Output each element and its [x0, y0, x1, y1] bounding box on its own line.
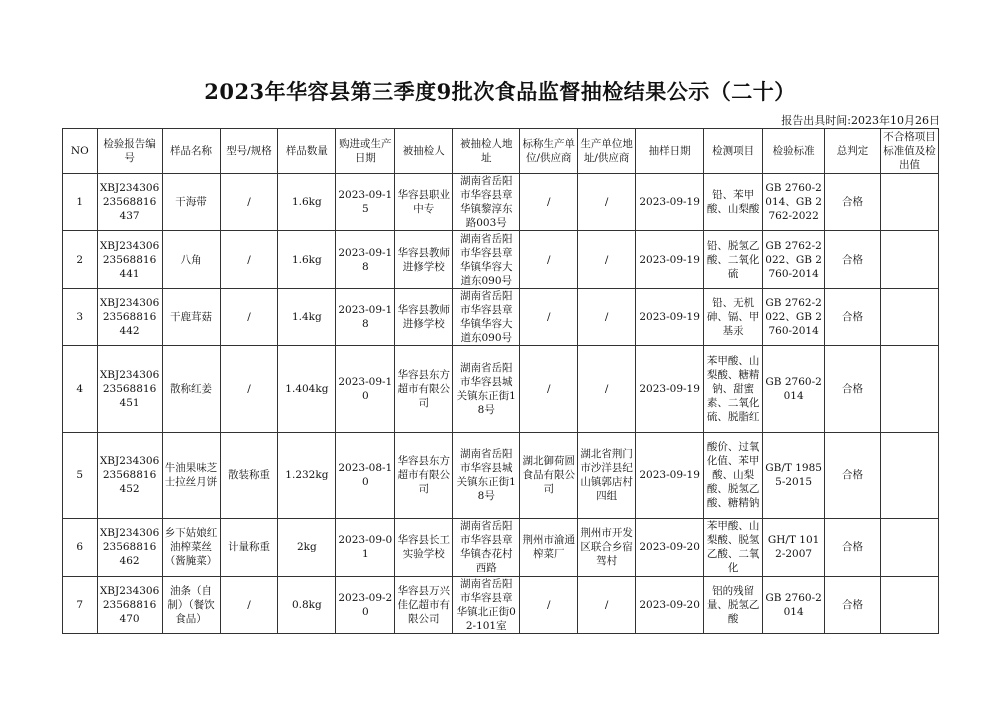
col-header-sampled-party: 被抽检人	[395, 129, 453, 174]
cell-manufacturer: /	[520, 288, 578, 345]
cell-quantity: 1.232kg	[278, 432, 336, 519]
cell-sampling-date: 2023-09-19	[636, 432, 704, 519]
cell-report-no: XBJ23430623568816442	[97, 288, 162, 345]
cell-verdict: 合格	[825, 231, 881, 288]
cell-test-items	[704, 346, 763, 433]
cell-sampled-party: 华容县万兴佳亿超市有限公司	[395, 576, 453, 633]
cell-spec: /	[220, 346, 278, 433]
cell-manufacturer-address: /	[578, 288, 636, 345]
cell-sampling-date: 2023-09-19	[636, 231, 704, 288]
cell-standard: GB 2760-2014、GB 2762-2022	[763, 174, 825, 231]
cell-spec: 计量称重	[220, 519, 278, 576]
cell-manufacturer: /	[520, 576, 578, 633]
cell-sample-name: 油条（自制）（餐饮食品）	[162, 576, 220, 633]
cell-sampled-address: 湖南省岳阳市华容县城关镇东正街18号	[453, 346, 520, 433]
cell-test-items	[704, 519, 763, 576]
test-items-text: 酸价、过氧化值、苯甲酸、山梨酸、脱氢乙酸、糖精钠	[706, 441, 760, 510]
test-items-text: 苯甲酸、山梨酸、糖精钠、甜蜜素、二氧化硫、脱脂红	[706, 354, 760, 423]
cell-no: 1	[63, 174, 98, 231]
cell-nonconforming	[881, 288, 939, 345]
cell-spec: /	[220, 288, 278, 345]
table-row	[63, 432, 939, 519]
cell-report-no: XBJ23430623568816451	[97, 346, 162, 433]
cell-production-date: 2023-09-20	[336, 576, 395, 633]
col-header-nonconforming: 不合格项目标准值及检出值	[881, 129, 939, 174]
cell-standard: GB 2760-2014	[763, 576, 825, 633]
col-header-sampled-address: 被抽检人地址	[453, 129, 520, 174]
cell-production-date: 2023-09-18	[336, 288, 395, 345]
cell-sampled-party: 华容县东方超市有限公司	[395, 432, 453, 519]
cell-quantity: 1.4kg	[278, 288, 336, 345]
cell-verdict: 合格	[825, 346, 881, 433]
cell-sampling-date: 2023-09-20	[636, 519, 704, 576]
cell-nonconforming	[881, 432, 939, 519]
cell-production-date: 2023-09-01	[336, 519, 395, 576]
cell-manufacturer-address: /	[578, 346, 636, 433]
cell-sample-name: 干海带	[162, 174, 220, 231]
col-header-production-date: 购进或生产日期	[336, 129, 395, 174]
cell-standard: GB 2762-2022、GB 2760-2014	[763, 288, 825, 345]
col-header-sampling-date: 抽样日期	[636, 129, 704, 174]
col-header-manufacturer: 标称生产单位/供应商	[520, 129, 578, 174]
cell-report-no: XBJ23430623568816441	[97, 231, 162, 288]
cell-test-items: 铅、无机砷、镉、甲基汞	[704, 288, 763, 345]
cell-manufacturer: /	[520, 174, 578, 231]
cell-no: 4	[63, 346, 98, 433]
header-row	[63, 129, 939, 174]
cell-nonconforming	[881, 346, 939, 433]
cell-manufacturer: 湖北御荷圆食品有限公司	[520, 432, 578, 519]
cell-sample-name: 乡下姑娘红油榨菜丝（酱腌菜）	[162, 519, 220, 576]
cell-manufacturer-address: /	[578, 231, 636, 288]
cell-sampled-party: 华容县长工实验学校	[395, 519, 453, 576]
cell-test-items: 铝的残留量、脱氢乙酸	[704, 576, 763, 633]
cell-sampled-address: 湖南省岳阳市华容县章华镇北正街02-101室	[453, 576, 520, 633]
cell-verdict: 合格	[825, 519, 881, 576]
table-row	[63, 519, 939, 576]
cell-manufacturer: /	[520, 346, 578, 433]
col-header-report-no: 检验报告编号	[97, 129, 162, 174]
cell-test-items: 铅、苯甲酸、山梨酸	[704, 174, 763, 231]
col-header-no: NO	[63, 129, 98, 174]
cell-nonconforming	[881, 231, 939, 288]
cell-quantity: 1.6kg	[278, 231, 336, 288]
cell-quantity: 0.8kg	[278, 576, 336, 633]
cell-spec: 散装称重	[220, 432, 278, 519]
table-row	[63, 346, 939, 433]
cell-sampled-address: 湖南省岳阳市华容县章华镇杏花村西路	[453, 519, 520, 576]
report-date: 报告出具时间:2023年10月26日	[781, 114, 940, 127]
col-header-verdict: 总判定	[825, 129, 881, 174]
cell-standard: GB/T 19855-2015	[763, 432, 825, 519]
cell-standard: GH/T 1012-2007	[763, 519, 825, 576]
cell-spec: /	[220, 174, 278, 231]
cell-manufacturer: 荆州市渝通榨菜厂	[520, 519, 578, 576]
cell-spec: /	[220, 231, 278, 288]
cell-production-date: 2023-08-10	[336, 432, 395, 519]
cell-sampled-address: 湖南省岳阳市华容县章华镇华容大道东090号	[453, 231, 520, 288]
cell-nonconforming	[881, 174, 939, 231]
cell-verdict: 合格	[825, 288, 881, 345]
cell-sample-name: 干鹿茸菇	[162, 288, 220, 345]
table-row	[63, 288, 939, 345]
cell-no: 7	[63, 576, 98, 633]
cell-production-date: 2023-09-15	[336, 174, 395, 231]
cell-sampled-address: 湖南省岳阳市华容县章华镇华容大道东090号	[453, 288, 520, 345]
cell-spec: /	[220, 576, 278, 633]
cell-manufacturer-address: 湖北省荆门市沙洋县纪山镇郭店村四组	[578, 432, 636, 519]
cell-sampled-address: 湖南省岳阳市华容县城关镇东正街18号	[453, 432, 520, 519]
col-header-manufacturer-address: 生产单位地址/供应商	[578, 129, 636, 174]
cell-sample-name: 八角	[162, 231, 220, 288]
cell-test-items	[704, 432, 763, 519]
cell-no: 6	[63, 519, 98, 576]
table-row	[63, 231, 939, 288]
col-header-quantity: 样品数量	[278, 129, 336, 174]
cell-sampling-date: 2023-09-19	[636, 174, 704, 231]
cell-manufacturer: /	[520, 231, 578, 288]
cell-no: 2	[63, 231, 98, 288]
cell-quantity: 1.6kg	[278, 174, 336, 231]
cell-verdict: 合格	[825, 576, 881, 633]
cell-sample-name: 散称红姜	[162, 346, 220, 433]
col-header-spec: 型号/规格	[220, 129, 278, 174]
cell-report-no: XBJ23430623568816470	[97, 576, 162, 633]
col-header-standard: 检验标准	[763, 129, 825, 174]
cell-verdict: 合格	[825, 432, 881, 519]
cell-sampled-party: 华容县教师进修学校	[395, 231, 453, 288]
cell-sampling-date: 2023-09-19	[636, 288, 704, 345]
cell-sample-name: 牛油果味芝士拉丝月饼	[162, 432, 220, 519]
cell-manufacturer-address: /	[578, 174, 636, 231]
cell-sampling-date: 2023-09-20	[636, 576, 704, 633]
cell-standard: GB 2762-2022、GB 2760-2014	[763, 231, 825, 288]
cell-production-date: 2023-09-10	[336, 346, 395, 433]
cell-no: 5	[63, 432, 98, 519]
cell-sampled-party: 华容县职业中专	[395, 174, 453, 231]
table-row	[63, 174, 939, 231]
cell-quantity: 2kg	[278, 519, 336, 576]
cell-manufacturer-address: 荆州市开发区联合乡宿驾村	[578, 519, 636, 576]
cell-report-no: XBJ23430623568816462	[97, 519, 162, 576]
cell-quantity: 1.404kg	[278, 346, 336, 433]
cell-nonconforming	[881, 519, 939, 576]
table-row	[63, 576, 939, 633]
cell-no: 3	[63, 288, 98, 345]
cell-verdict: 合格	[825, 174, 881, 231]
cell-sampled-address: 湖南省岳阳市华容县章华镇黎淳东路003号	[453, 174, 520, 231]
col-header-test-items: 检测项目	[704, 129, 763, 174]
cell-report-no: XBJ23430623568816452	[97, 432, 162, 519]
cell-nonconforming	[881, 576, 939, 633]
test-items-text: 苯甲酸、山梨酸、脱氢乙酸、二氧化	[706, 520, 760, 575]
results-table	[62, 128, 939, 634]
cell-report-no: XBJ23430623568816437	[97, 174, 162, 231]
cell-sampled-party: 华容县东方超市有限公司	[395, 346, 453, 433]
cell-sampling-date: 2023-09-19	[636, 346, 704, 433]
cell-manufacturer-address: /	[578, 576, 636, 633]
cell-standard: GB 2760-2014	[763, 346, 825, 433]
cell-production-date: 2023-09-18	[336, 231, 395, 288]
page-title: 2023年华容县第三季度9批次食品监督抽检结果公示（二十）	[204, 79, 796, 104]
cell-sampled-party: 华容县教师进修学校	[395, 288, 453, 345]
col-header-sample-name: 样品名称	[162, 129, 220, 174]
cell-test-items: 铅、脱氢乙酸、二氧化硫	[704, 231, 763, 288]
